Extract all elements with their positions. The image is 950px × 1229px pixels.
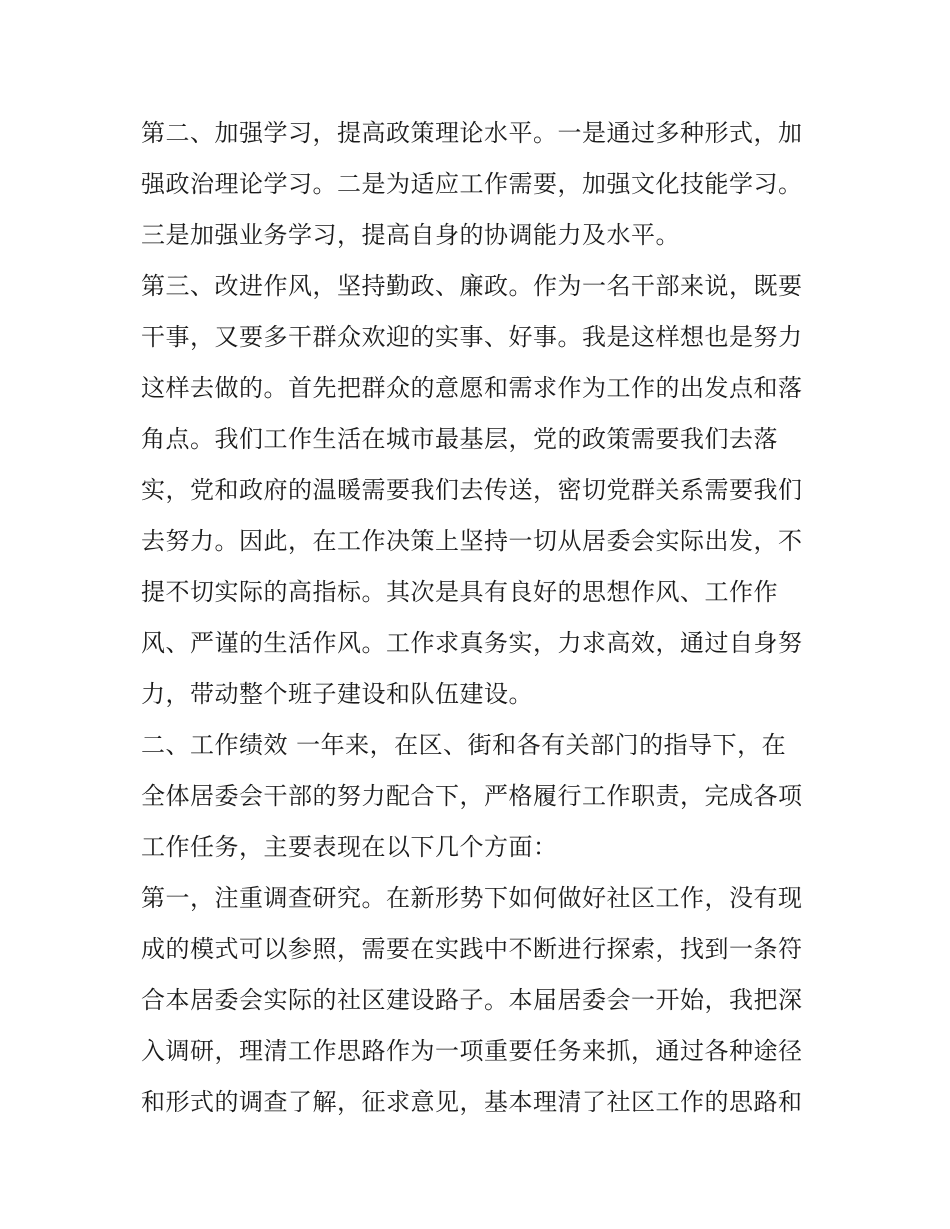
text-line: 成的模式可以参照，需要在实践中不断进行探索，找到一条符 (141, 935, 803, 963)
text-line: 第一，注重调查研究。在新形势下如何做好社区工作，没有现 (141, 884, 803, 912)
text-line: 去努力。因此，在工作决策上坚持一切从居委会实际出发，不 (141, 527, 803, 555)
text-line: 和形式的调查了解，征求意见，基本理清了社区工作的思路和 (141, 1088, 803, 1116)
text-line: 实，党和政府的温暖需要我们去传送，密切党群关系需要我们 (141, 476, 803, 504)
text-line: 入调研，理清工作思路作为一项重要任务来抓，通过各种途径 (141, 1037, 803, 1065)
text-line: 工作任务，主要表现在以下几个方面： (141, 833, 558, 861)
text-line: 全体居委会干部的努力配合下，严格履行工作职责，完成各项 (141, 782, 803, 810)
document-body (141, 108, 821, 1128)
text-line: 三是加强业务学习，提高自身的协调能力及水平。 (141, 221, 680, 249)
text-line: 风、严谨的生活作风。工作求真务实，力求高效，通过自身努 (141, 629, 803, 657)
text-line: 第二、加强学习，提高政策理论水平。一是通过多种形式，加 (141, 119, 803, 147)
text-line: 二、工作绩效 一年来，在区、街和各有关部门的指导下，在 (141, 731, 787, 759)
text-line: 角点。我们工作生活在城市最基层，党的政策需要我们去落 (141, 425, 778, 453)
text-line: 提不切实际的高指标。其次是具有良好的思想作风、工作作 (141, 578, 778, 606)
text-line: 力，带动整个班子建设和队伍建设。 (141, 680, 533, 708)
text-line: 合本居委会实际的社区建设路子。本届居委会一开始，我把深 (141, 986, 803, 1014)
text-line: 第三、改进作风，坚持勤政、廉政。作为一名干部来说，既要 (141, 272, 803, 300)
text-line: 强政治理论学习。二是为适应工作需要，加强文化技能学习。 (141, 170, 803, 198)
text-line: 这样去做的。首先把群众的意愿和需求作为工作的出发点和落 (141, 374, 803, 402)
text-line: 干事，又要多干群众欢迎的实事、好事。我是这样想也是努力 (141, 323, 803, 351)
